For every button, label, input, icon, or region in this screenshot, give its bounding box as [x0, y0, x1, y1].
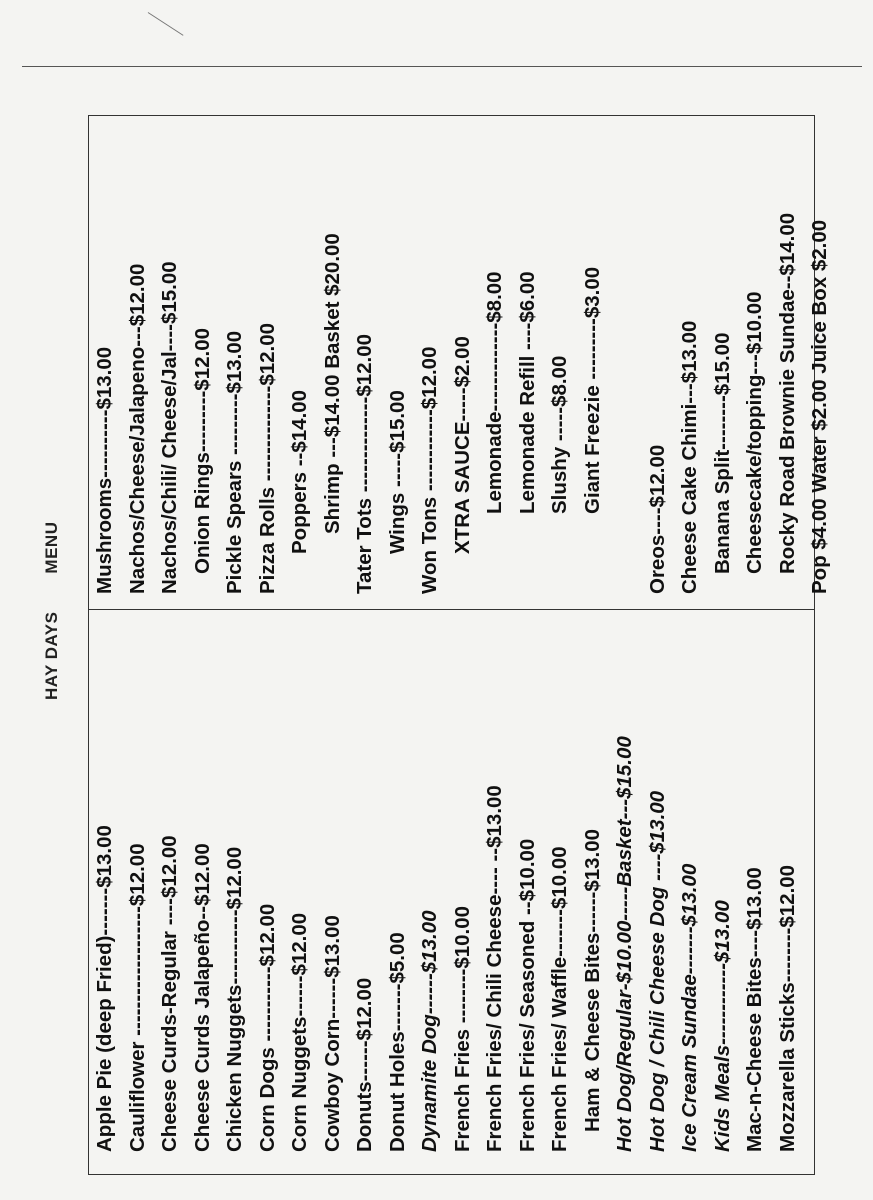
- right-menu-item: Onion Rings---------$12.00: [190, 328, 214, 574]
- left-menu-item: Corn Nuggets------$12.00: [288, 912, 311, 1152]
- right-menu-item: Wings -----$15.00: [385, 390, 409, 554]
- right-menu-item: Shrimp ---$14.00 Basket $20.00: [320, 233, 344, 534]
- left-menu-item: Ham & Cheese Bites------$13.00: [580, 828, 604, 1132]
- left-menu-item: Corn Dogs -----------$12.00: [255, 903, 279, 1152]
- left-menu-item: Cheese Curds-Regular ----$12.00: [158, 835, 181, 1152]
- left-menu-item: Donut Holes-------$5.00: [385, 932, 409, 1152]
- right-menu-item: Nachos/Chili/ Cheese/Jal----$15.00: [158, 261, 181, 594]
- right-menu-item: Pizza Rolls --------------$12.00: [255, 322, 279, 594]
- left-menu-item: Dynamite Dog------$13.00: [418, 910, 441, 1152]
- right-menu-item: Cheese Cake Chimi---$13.00: [678, 320, 701, 594]
- left-menu-item: Mozzarella Sticks--------$12.00: [775, 864, 799, 1152]
- right-menu-item: Mushrooms----------$13.00: [93, 346, 116, 594]
- right-menu-item: Oreos----$12.00: [645, 444, 669, 594]
- menu-table: [88, 115, 831, 1175]
- left-menu-item: French Fries --------$10.00: [450, 905, 474, 1152]
- left-menu-item: Apple Pie (deep Fried)-------$13.00: [93, 825, 116, 1152]
- top-rule: [22, 66, 862, 67]
- left-menu-item: French Fries/ Seasoned --$10.00: [515, 838, 539, 1152]
- right-menu-column: [89, 130, 837, 606]
- right-menu-item: Banana Split--------$15.00: [710, 332, 734, 574]
- right-menu-item: [609, 130, 642, 594]
- right-menu-item: Won Tons ------------$12.00: [418, 346, 441, 594]
- left-menu-item: Donuts------$12.00: [353, 977, 376, 1152]
- left-menu-item: Ice Cream Sundae-------$13.00: [678, 863, 701, 1152]
- left-menu-item: Cheese Curds Jalapeño--$12.00: [190, 843, 214, 1152]
- right-menu-item: Poppers --$14.00: [288, 389, 311, 554]
- left-menu-item: French Fries/ Chili Cheese---- --$13.00: [483, 785, 506, 1152]
- right-menu-item: Tater Tots --------------$12.00: [353, 333, 376, 594]
- right-menu-item: Slushy -----$8.00: [548, 355, 571, 514]
- menu-title: [42, 522, 62, 700]
- menu-title-text: HAY DAYS: [42, 611, 61, 700]
- left-menu-item: Cauliflower -------------------$12.00: [125, 843, 149, 1152]
- right-menu-item: XTRA SAUCE-----$2.00: [450, 336, 474, 554]
- right-menu-item: Cheesecake/topping---$10.00: [743, 291, 766, 574]
- right-menu-item: Rocky Road Brownie Sundae--$14.00: [775, 212, 799, 574]
- right-menu-item: Nachos/Cheese/Jalapeno---$12.00: [125, 263, 149, 594]
- left-menu-item: Chicken Nuggets-----------$12.00: [223, 846, 246, 1152]
- menu-subtitle-text: MENU: [42, 521, 61, 574]
- scan-mark: [148, 12, 184, 36]
- right-menu-item: Lemonade-------------$8.00: [483, 271, 506, 514]
- left-menu-item: Kids Meals------------$13.00: [710, 900, 734, 1152]
- right-menu-item: Giant Freezie ---------$3.00: [580, 266, 604, 514]
- left-menu-item: French Fries/ Waffle-------$10.00: [548, 846, 571, 1152]
- left-menu-item: Hot Dog/Regular-$10.00-----Basket---$15.00: [613, 736, 636, 1152]
- right-menu-item: Pop $4.00 Water $2.00 Juice Box $2.00: [808, 219, 831, 594]
- right-menu-item: Lemonade Refill ----$6.00: [515, 271, 539, 514]
- left-menu-item: Mac-n-Cheese Bites----$13.00: [743, 867, 766, 1152]
- right-menu-item: Pickle Spears ---------$13.00: [223, 330, 246, 594]
- left-menu-item: Cowboy Corn------$13.00: [320, 915, 344, 1152]
- left-menu-item: Hot Dog / Chili Cheese Dog ----$13.00: [645, 790, 669, 1152]
